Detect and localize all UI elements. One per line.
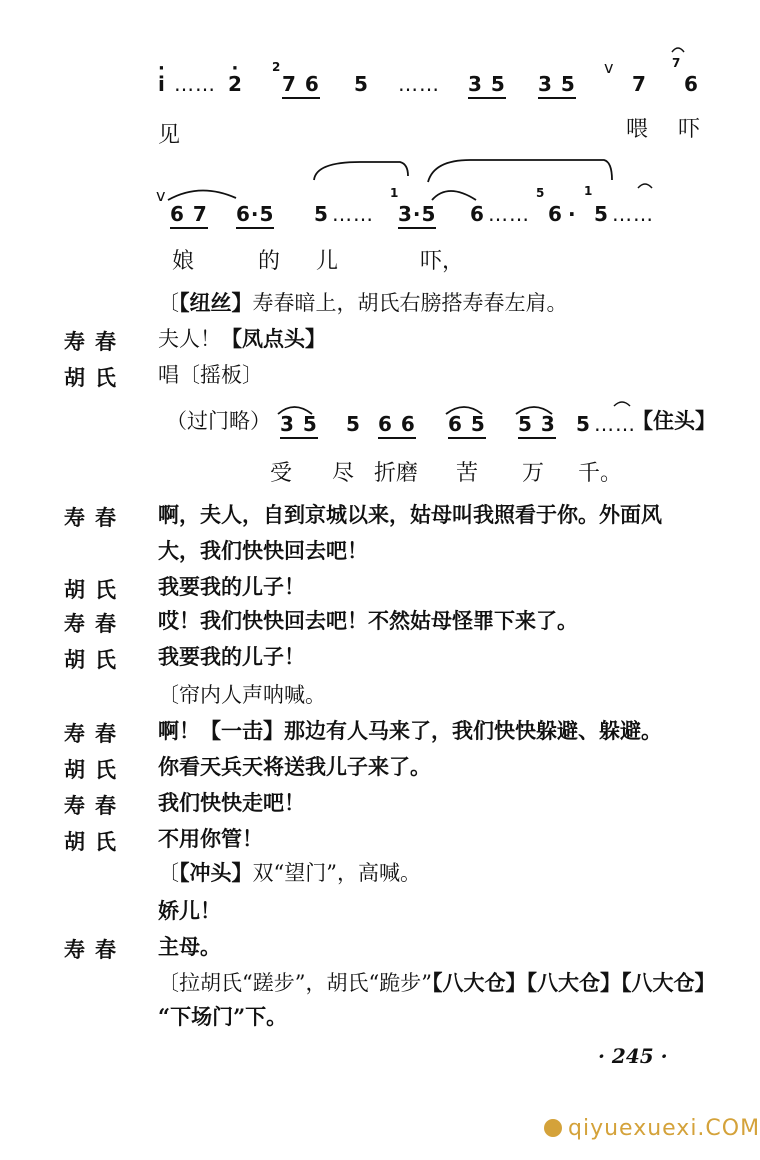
speaker-name: 寿春 <box>64 505 126 530</box>
grace-note: 1 <box>584 184 593 198</box>
note-5: 5 <box>594 202 609 226</box>
note-group: 3 5 <box>280 412 318 436</box>
note-5: 5 <box>576 412 591 436</box>
dots: …… <box>398 72 440 96</box>
note-group: 3·5 <box>398 202 436 226</box>
note-5: 5 <box>346 412 361 436</box>
note-6: 6 <box>548 202 563 226</box>
page-number: · 245 · <box>598 1044 668 1068</box>
watermark: qiyuexuexi.COM <box>544 1116 760 1141</box>
script-text: 【凤点头】 <box>221 326 326 351</box>
script-text: 娇儿！ <box>158 898 221 923</box>
fermata-arc <box>672 48 684 52</box>
grace-note: 5 <box>536 186 545 200</box>
speaker-name: 胡氏 <box>64 577 126 602</box>
script-line <box>158 288 568 318</box>
script-text: 唱〔摇板〕 <box>158 363 263 387</box>
note-6: 6 <box>684 72 699 96</box>
lyric: 娘 <box>172 249 195 274</box>
lyric: 万 <box>522 461 545 486</box>
lyric: 吓 <box>678 117 701 142</box>
script-line <box>158 932 221 962</box>
script-line <box>158 752 431 782</box>
note-group: 6 5 <box>448 412 486 436</box>
dots: …… <box>488 202 530 226</box>
note-group: 5 3 <box>518 412 556 436</box>
dots: …… <box>174 72 216 96</box>
note-group: 3 5 <box>468 72 506 96</box>
script-text: 【冲头】 <box>179 860 253 885</box>
script-line <box>158 716 662 746</box>
breath-mark: v <box>604 58 614 77</box>
lyric: 受 <box>270 461 293 486</box>
lyric: 折磨 <box>374 461 419 486</box>
script-text: “下场门”下。 <box>158 1004 288 1029</box>
speaker-name: 寿春 <box>64 721 126 746</box>
script-text: 大，我们快快回去吧！ <box>158 538 368 563</box>
script-text: 啊，夫人，自到京城以来，姑母叫我照看于你。外面风 <box>158 502 662 527</box>
script-line <box>158 1002 287 1032</box>
script-line <box>158 896 221 926</box>
lyric: 喂 <box>626 117 649 142</box>
script-line <box>158 606 578 636</box>
note-7: 7 <box>632 72 647 96</box>
fermata-arc <box>638 184 652 188</box>
dots: …… <box>612 202 654 226</box>
script-text: 啊！ <box>158 718 200 743</box>
script-text: 寿春暗上，胡氏右膀搭寿春左肩。 <box>252 291 568 315</box>
script-text: 双“望门”，高喊。 <box>252 861 421 885</box>
fermata-arc <box>614 402 630 406</box>
script-text: 主母。 <box>158 934 221 959</box>
breath-mark: v <box>156 186 166 205</box>
script-line <box>158 680 326 710</box>
percussion-tag: 【住头】 <box>632 408 716 433</box>
speaker-name: 寿春 <box>64 611 126 636</box>
slur-arc <box>432 191 476 200</box>
speaker-name: 寿春 <box>64 937 126 962</box>
note-1: · i <box>158 72 166 96</box>
lyric: 尽 <box>332 461 355 486</box>
script-line <box>158 360 263 390</box>
script-text: 〔帘内人声呐喊。 <box>158 683 326 707</box>
note-group: 7 6 <box>282 72 320 96</box>
lyric: 吓， <box>420 249 465 274</box>
speaker-name: 寿春 <box>64 329 126 354</box>
lyric: 苦 <box>456 461 479 486</box>
note-group: 6·5 <box>236 202 274 226</box>
script-line <box>158 324 326 354</box>
grace-note: 2 <box>272 60 281 74</box>
note-6: 6 <box>470 202 485 226</box>
lyric: 见 <box>158 123 181 148</box>
note-group: 3 5 <box>538 72 576 96</box>
script-line <box>158 824 263 854</box>
script-text: 不用你管！ <box>158 826 263 851</box>
site-logo-icon <box>544 1119 562 1137</box>
dot-separator: · <box>568 202 577 226</box>
script-text: 〔 <box>158 861 179 885</box>
grace-note: 1 <box>390 186 399 200</box>
script-text: 〔拉胡氏“蹉步”，胡氏“跪步” <box>158 971 432 995</box>
script-text: 我们快快走吧！ <box>158 790 305 815</box>
note-5: 5 <box>314 202 329 226</box>
script-text: 〔 <box>158 291 179 315</box>
script-text: 那边有人马来了，我们快快躲避、躲避。 <box>284 718 662 743</box>
speaker-name: 胡氏 <box>64 829 126 854</box>
note-group: 6 6 <box>378 412 416 436</box>
slur-arc <box>314 162 408 180</box>
script-line <box>158 536 368 566</box>
script-text: 【八大仓】【八大仓】【八大仓】 <box>431 970 716 995</box>
lyric: 的 <box>258 249 281 274</box>
script-line <box>158 968 715 998</box>
script-line <box>158 788 305 818</box>
script-line <box>158 500 662 530</box>
interlude-note: （过门略） <box>166 409 271 433</box>
slur-arc <box>168 190 236 200</box>
speaker-name: 胡氏 <box>64 365 126 390</box>
script-text: 我要我的儿子！ <box>158 574 305 599</box>
note-5: 5 <box>354 72 369 96</box>
note-2: · 2 <box>228 72 243 96</box>
script-line <box>158 642 305 672</box>
speaker-name: 寿春 <box>64 793 126 818</box>
script-text: 【一击】 <box>200 718 284 743</box>
script-line <box>158 572 305 602</box>
dots: …… <box>594 412 636 436</box>
dots: …… <box>332 202 374 226</box>
lyric: 儿 <box>316 249 339 274</box>
script-text: 你看天兵天将送我儿子来了。 <box>158 754 431 779</box>
speaker-name: 胡氏 <box>64 647 126 672</box>
script-text: 【纽丝】 <box>179 290 253 315</box>
slur-arc <box>428 160 612 182</box>
script-text: 夫人！ <box>158 327 221 351</box>
script-line <box>158 858 421 888</box>
grace-note: 7 <box>672 56 681 70</box>
note-group: 6 7 <box>170 202 208 226</box>
script-text: 哎！我们快快回去吧！不然姑母怪罪下来了。 <box>158 608 578 633</box>
script-text: 我要我的儿子！ <box>158 644 305 669</box>
speaker-name: 胡氏 <box>64 757 126 782</box>
lyric: 千。 <box>578 461 623 486</box>
